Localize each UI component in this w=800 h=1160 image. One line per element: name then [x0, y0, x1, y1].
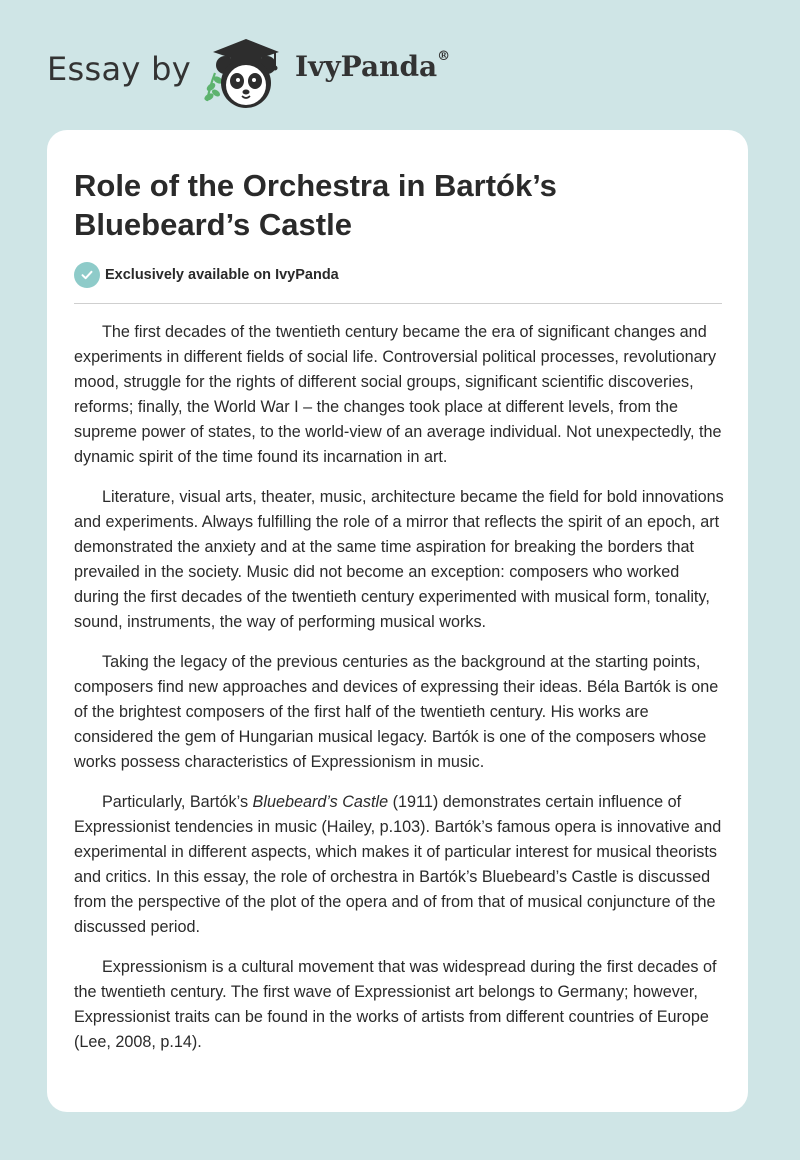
paragraph: Literature, visual arts, theater, music, architecture became the field for bold innovations and experiments. Always fulfilling the role of a mirror that reflects the spirit of an epoch, art demonstrated the anxiety and at the same time aspiration for breaking the borders that prevailed in the society. Music did not become an exception: composers who worked during the first decades of the twentieth century experimented with musical form, tonality, sound, instruments, the way of performing musical works. [74, 488, 724, 631]
availability-text: Exclusively available on IvyPanda [105, 267, 339, 283]
essay-by-label: Essay by [47, 50, 191, 88]
brand-name: IvyPanda® [295, 48, 451, 83]
panda-graduate-logo-icon [201, 35, 291, 111]
essay-body [74, 320, 726, 1070]
paragraph: Taking the legacy of the previous centuries as the background at the starting points, composers find new approaches and devices of expressing their ideas. Béla Bartók is one of the brightest composers of the first half of the twentieth century. His works are considered the gem of Hungarian musical legacy. Bartók is one of the composers whose works possess characteristics of Expressionism in music. [74, 653, 719, 771]
availability-badge [74, 262, 339, 288]
divider [74, 303, 722, 304]
essay-title: Role of the Orchestra in Bartók’s Bluebeard’s Castle [74, 168, 557, 242]
registered-mark: ® [437, 48, 451, 64]
paragraph: The first decades of the twentieth century became the era of significant changes and experiments in different fields of social life. Controversial political processes, revolutionary mood, struggle for the rights of different social groups, significant scientific discoveries, reforms; finally, the World War I – the changes took place at different levels, from the supreme power of states, to the world-view of an average individual. Not unexpectedly, the dynamic spirit of the time found its incarnation in art. [74, 323, 722, 466]
paragraph: Particularly, Bartók’s Bluebeard’s Castle (1911) demonstrates certain influence of Expressionist tendencies in music (Hailey, p.103). Bartók’s famous opera is innovative and experimental in different aspects, which makes it of particular interest for musical theorists and critics. In this essay, the role of orchestra in Bartók’s Bluebeard’s Castle is discussed from the perspective of the plot of the opera and of from that of musical conjuncture of the discussed period. [74, 793, 722, 936]
essay-card [47, 130, 748, 1112]
paragraph: Expressionism is a cultural movement that was widespread during the first decades of the twentieth century. The first wave of Expressionist art belongs to Germany; however, Expressionist traits can be found in the works of artists from different countries of Europe (Lee, 2008, p.14). [74, 958, 717, 1051]
site-header [47, 30, 467, 110]
opera-title-italic: Bluebeard’s Castle [252, 793, 389, 811]
check-circle-icon [74, 262, 100, 288]
